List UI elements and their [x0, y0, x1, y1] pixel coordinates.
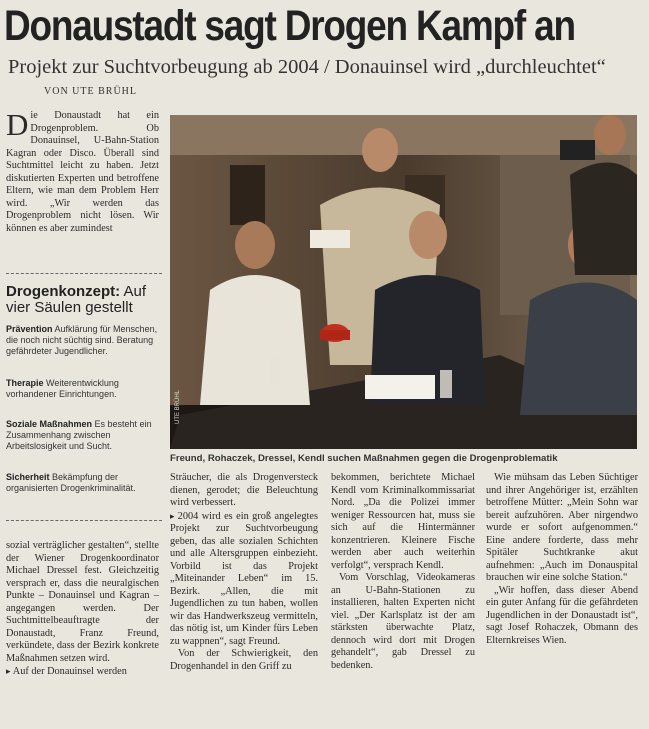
body-column-4 [486, 472, 638, 647]
subheadline: Projekt zur Suchtvorbeugung ab 2004 / Donauinsel wird „durchleuchtet“ [8, 56, 606, 78]
drop-cap: D [6, 110, 29, 142]
body-paragraph: Von der Schwierigkeit, den Drogenhandel in den Griff zu [170, 648, 318, 672]
infobox-title-rest: Auf vier Säulen gestellt [6, 283, 147, 316]
intro-text: ie Donaustadt hat ein Drogenproblem. Ob Donauinsel, U-Bahn-Station Kagran oder Disco. Überall sind Suchtmittel leicht zu haben. Jetzt diskutierten Experten und betroffene Eltern, wie man dem Problem Herr wird. „Wir werden das Drogenproblem nicht lösen. Wir können es aber zumindest [6, 110, 159, 234]
infobox-item [6, 378, 166, 400]
body-paragraph: Sträucher, die als Drogenversteck dienen, gerodet; die Beleuchtung wird verbessert. [170, 472, 318, 508]
infobox-term: Sicherheit [6, 472, 50, 482]
infobox-term: Therapie [6, 378, 44, 388]
bullet-arrow-icon: ▸ [170, 510, 178, 521]
infobox-item [6, 419, 166, 452]
body-paragraph: bekommen, berichtete Michael Kendl vom Kriminalkommissariat Nord. „Da die Polizei immer weniger Ressourcen hat, muss sie sich auf die Hintermänner konzentrieren. Kleinere Fische werden aber auch weiterhin verfolgt“, versprach Kendl. [331, 472, 475, 571]
photo-illustration [170, 115, 637, 449]
photo-credit [175, 418, 181, 424]
body-paragraph: Vom Vorschlag, Videokameras an U-Bahn-Stationen zu installieren, halten Experten nicht viel. „Der Karlsplatz ist der am stärksten überwachte Platz, dennoch wird dort mit Drogen gehandelt“, gab Dressel zu bedenken. [331, 572, 475, 671]
infobox-text: Es besteht ein Zusammenhang zwischen Arbeitslosigkeit und Sucht. [6, 419, 152, 451]
press-photo [170, 115, 637, 449]
byline: VON UTE BRÜHL [44, 86, 137, 97]
infobox-title-bold: Drogenkonzept: [6, 283, 121, 300]
infobox-term: Prävention [6, 324, 53, 334]
body-column-3 [331, 472, 475, 672]
bullet-arrow-icon: ▸ [6, 666, 13, 676]
infobox-term: Soziale Maßnahmen [6, 419, 93, 429]
body-paragraph: Auf der Donauinsel werden [12, 666, 127, 677]
body-column-1 [6, 540, 159, 679]
body-paragraph: Wie mühsam das Leben Süchtiger und ihrer Angehöriger ist, erzählten betroffene Mütter: „Mein Sohn war bereit aufzuhören. Aber nirgendwo wurde er sofort aufgenommen.“ Eine andere forderte, dass mehr Spitäler Suchtkranke akut aufnehmen: „Auch im Donauspital brauchen wir eine solche Station.“ [486, 472, 638, 583]
headline: Donaustadt sagt Drogen Kampf an [4, 2, 575, 50]
divider [6, 273, 162, 274]
infobox-title [6, 284, 166, 316]
infobox-text: Weiterentwicklung vorhandener Einrichtungen. [6, 378, 119, 399]
photo-caption: Freund, Rohaczek, Dressel, Kendl suchen Maßnahmen gegen die Drogenproblematik [170, 453, 558, 464]
body-paragraph: „Wir hoffen, dass dieser Abend ein guter Anfang für die gefährdeten Jugendlichen in der Donaustadt ist“, sagt Josef Rohaczek, Obmann des Elternkreises Wien. [486, 584, 638, 646]
infobox-text: Bekämpfung der organisierten Drogenkriminalität. [6, 472, 136, 493]
infobox-text: Aufklärung für Menschen, die noch nicht süchtig sind. Beratung gefährdeter Jugendlicher. [6, 324, 158, 356]
infobox-item [6, 324, 166, 357]
body-column-2 [170, 472, 318, 673]
body-paragraph: 2004 wird es ein groß angelegtes Projekt zur Suchtvorbeugung geben, das alle sozialen Schichten und alle Altersgruppen einbezieht. Vorbild ist das Projekt „Miteinander Leben“ im 15. Bezirk. „Allen, die mit Jugendlichen zu tun haben, wollen wir das Handwerkszeug vermitteln, das nötig ist, um Kinder fürs Leben zu wappnen“, sagt Freund. [170, 510, 318, 647]
divider [6, 520, 162, 521]
infobox-item [6, 472, 166, 494]
intro-paragraph [6, 110, 159, 268]
body-paragraph: sozial verträglicher gestalten“, stellte der Wiener Drogenkoordinator Michael Dressel fest. Gleichzeitig versprach er, dass die neuralgischen Punkte – Donauinsel und Kagran – angegangen werden. Der Suchtmittelbeauftragte der Donaustadt, Franz Freund, verkündete, dass der Bezirk konkrete Maßnahmen setzen wird. [6, 540, 159, 664]
